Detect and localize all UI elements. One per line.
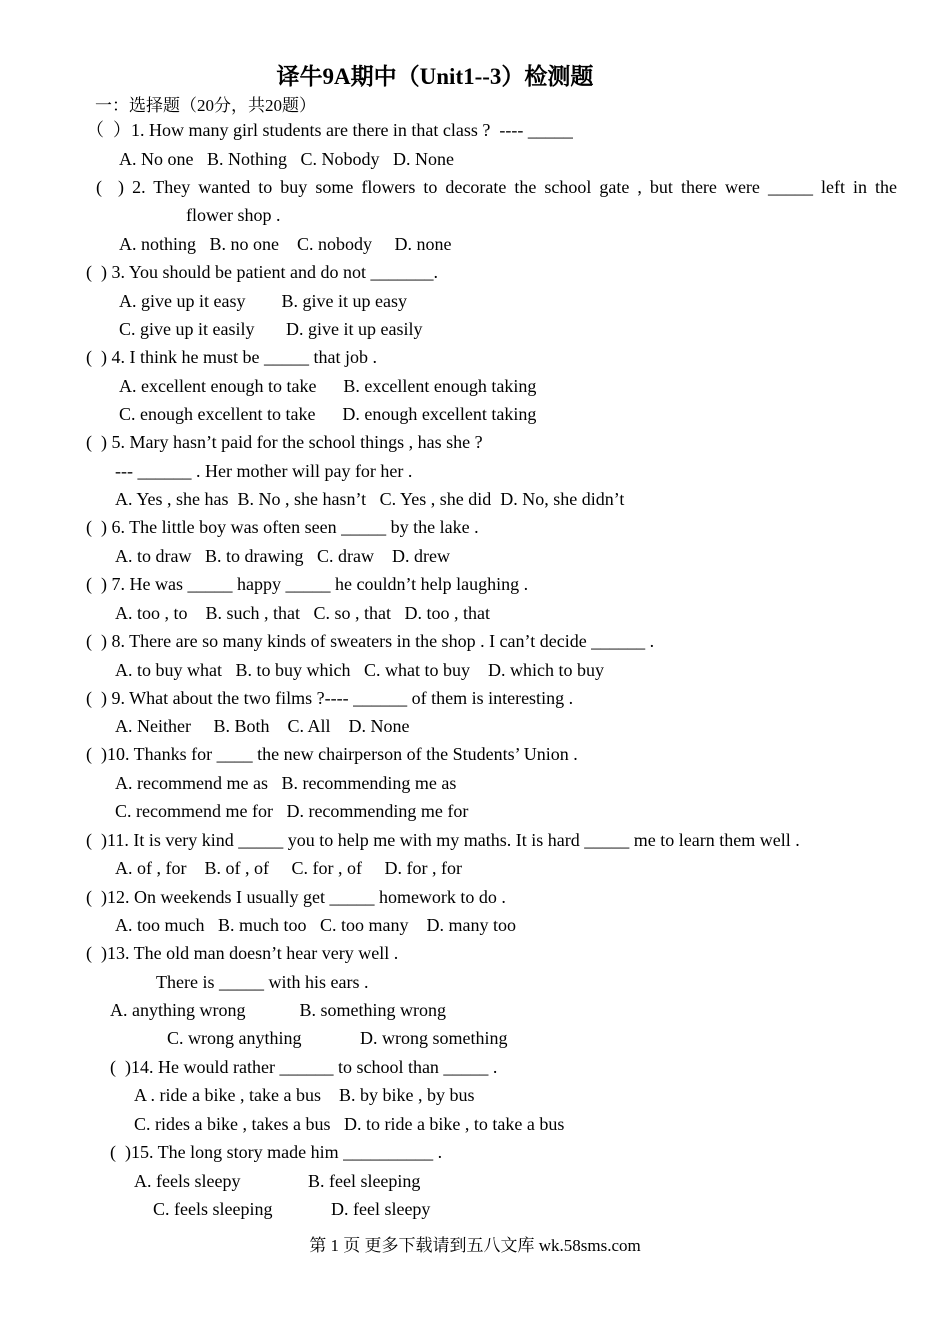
question-6-stem: ( ) 6. The little boy was often seen _____ by the lake .	[86, 517, 479, 537]
question-5-stem: ( ) 5. Mary hasn’t paid for the school things , has she ?	[86, 432, 483, 452]
question-15-stem: ( )15. The long story made him __________ .	[110, 1142, 443, 1162]
question-10-options-ab: A. recommend me as B. recommending me as	[115, 773, 457, 793]
question-13-stem-continued: There is _____ with his ears .	[156, 972, 369, 992]
question-1-stem: （ ）1. How many girl students are there in that class ? ---- _____	[86, 120, 573, 140]
question-7-stem: ( ) 7. He was _____ happy _____ he couldn’t help laughing .	[86, 574, 529, 594]
question-4-stem: ( ) 4. I think he must be _____ that job .	[86, 347, 377, 367]
question-14-options-cd: C. rides a bike , takes a bus D. to ride a bike , to take a bus	[134, 1114, 565, 1134]
question-13-options-ab: A. anything wrong B. something wrong	[110, 1000, 446, 1020]
question-2-stem-continued: flower shop .	[186, 205, 281, 225]
question-4-options-ab: A. excellent enough to take B. excellent enough taking	[119, 376, 537, 396]
question-2-stem: ( ) 2. They wanted to buy some flowers to decorate the school gate , but there were _____ left in the	[96, 177, 897, 197]
question-10-stem: ( )10. Thanks for ____ the new chairperson of the Students’ Union .	[86, 744, 578, 764]
question-4-options-cd: C. enough excellent to take D. enough excellent taking	[119, 404, 537, 424]
question-6-options: A. to draw B. to drawing C. draw D. drew	[115, 546, 450, 566]
question-8-stem: ( ) 8. There are so many kinds of sweaters in the shop . I can’t decide ______ .	[86, 631, 655, 651]
question-14-stem: ( )14. He would rather ______ to school than _____ .	[110, 1057, 498, 1077]
question-9-options: A. Neither B. Both C. All D. None	[115, 716, 410, 736]
question-1-options: A. No one B. Nothing C. Nobody D. None	[119, 149, 454, 169]
section-heading: 一：选择题（20分，共20题）	[95, 96, 316, 115]
question-2-options: A. nothing B. no one C. nobody D. none	[119, 234, 452, 254]
question-15-options-cd: C. feels sleeping D. feel sleepy	[153, 1199, 431, 1219]
question-3-stem: ( ) 3. You should be patient and do not _______.	[86, 262, 438, 282]
question-3-options-ab: A. give up it easy B. give it up easy	[119, 291, 407, 311]
question-12-stem: ( )12. On weekends I usually get _____ homework to do .	[86, 887, 506, 907]
question-5-options: A. Yes , she has B. No , she hasn’t C. Yes , she did D. No, she didn’t	[115, 489, 625, 509]
question-12-options: A. too much B. much too C. too many D. many too	[115, 915, 516, 935]
page-footer: 第 1 页 更多下载请到五八文库 wk.58sms.com	[309, 1236, 641, 1255]
question-3-options-cd: C. give up it easily D. give it up easily	[119, 319, 423, 339]
question-9-stem: ( ) 9. What about the two films ?---- ______ of them is interesting .	[86, 688, 574, 708]
question-10-options-cd: C. recommend me for D. recommending me for	[115, 801, 469, 821]
question-15-options-ab: A. feels sleepy B. feel sleeping	[134, 1171, 421, 1191]
question-7-options: A. too , to B. such , that C. so , that D. too , that	[115, 603, 490, 623]
question-11-options: A. of , for B. of , of C. for , of D. for , for	[115, 858, 462, 878]
page-title: 译牛9A期中（Unit1--3）检测题	[276, 64, 594, 89]
question-14-options-ab: A . ride a bike , take a bus B. by bike , by bus	[134, 1085, 475, 1105]
question-11-stem: ( )11. It is very kind _____ you to help me with my maths. It is hard _____ me to learn them well .	[86, 830, 800, 850]
question-13-options-cd: C. wrong anything D. wrong something	[167, 1028, 508, 1048]
question-5-response: --- ______ . Her mother will pay for her .	[115, 461, 413, 481]
question-8-options: A. to buy what B. to buy which C. what to buy D. which to buy	[115, 660, 604, 680]
question-13-stem: ( )13. The old man doesn’t hear very well .	[86, 943, 399, 963]
